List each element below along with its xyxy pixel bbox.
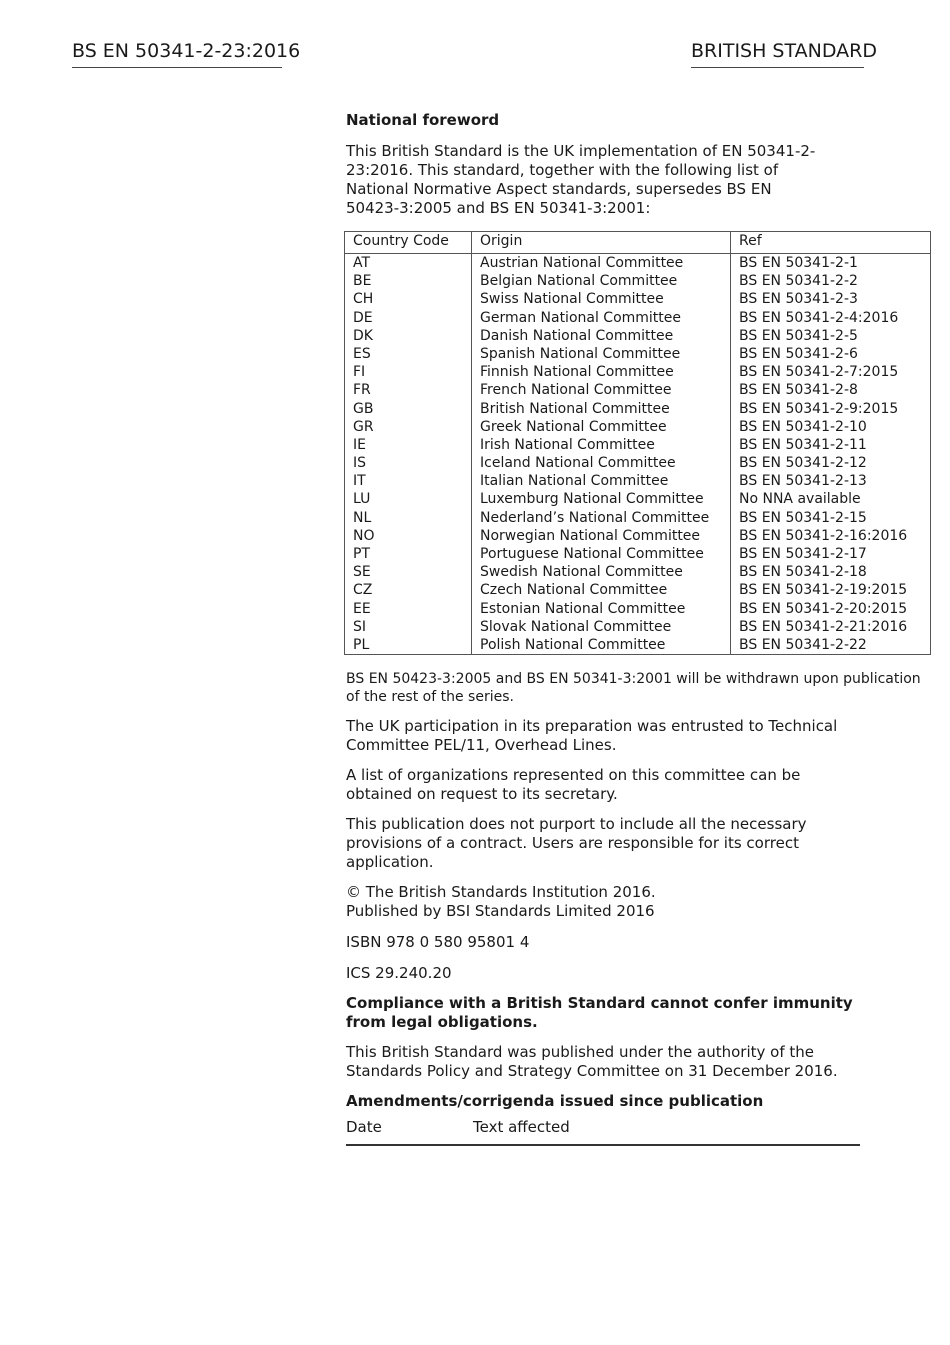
cell-origin: Greek National Committee (472, 418, 731, 436)
cell-ref: BS EN 50341-2-3 (731, 290, 931, 308)
cell-origin: Norwegian National Committee (472, 527, 731, 545)
cell-country-code: PL (345, 636, 472, 655)
amendments-header-row (346, 1118, 860, 1146)
copyright-line-1: © The British Standards Institution 2016. (346, 883, 656, 902)
amendments-date-label: Date (346, 1118, 382, 1137)
cell-country-code: IE (345, 436, 472, 454)
cell-origin: Polish National Committee (472, 636, 731, 655)
cell-origin: Spanish National Committee (472, 345, 731, 363)
cell-country-code: FR (345, 381, 472, 399)
cell-country-code: FI (345, 363, 472, 381)
cell-ref: BS EN 50341-2-15 (731, 509, 931, 527)
table-header-row (345, 232, 931, 254)
cell-country-code: SI (345, 618, 472, 636)
cell-ref: BS EN 50341-2-22 (731, 636, 931, 655)
header-label: BRITISH STANDARD (691, 38, 864, 68)
cell-country-code: EE (345, 600, 472, 618)
table-row (345, 454, 931, 472)
cell-country-code: IS (345, 454, 472, 472)
foreword-title: National foreword (346, 111, 500, 129)
table-row (345, 563, 931, 581)
col-header-origin: Origin (472, 232, 731, 254)
cell-origin: Austrian National Committee (472, 254, 731, 273)
cell-origin: Iceland National Committee (472, 454, 731, 472)
cell-origin: Luxemburg National Committee (472, 490, 731, 508)
cell-country-code: ES (345, 345, 472, 363)
cell-origin: Czech National Committee (472, 581, 731, 599)
cell-origin: Irish National Committee (472, 436, 731, 454)
col-header-ref: Ref (731, 232, 931, 254)
cell-origin: Danish National Committee (472, 327, 731, 345)
cell-country-code: CZ (345, 581, 472, 599)
cell-origin: Estonian National Committee (472, 600, 731, 618)
cell-ref: BS EN 50341-2-21:2016 (731, 618, 931, 636)
table-row (345, 254, 931, 273)
cell-country-code: AT (345, 254, 472, 273)
cell-origin: German National Committee (472, 309, 731, 327)
cell-origin: Portuguese National Committee (472, 545, 731, 563)
table-row (345, 290, 931, 308)
table-row (345, 400, 931, 418)
foreword-intro: This British Standard is the UK implementation of EN 50341-2-23:2016. This standard, together with the following list of National Normative Aspect standards, supersedes BS EN 50423-3:2005 and BS EN 50341-3:2001: (346, 142, 816, 217)
foreword-column (346, 111, 936, 1146)
table-row (345, 581, 931, 599)
cell-ref: BS EN 50341-2-1 (731, 254, 931, 273)
cell-origin: Finnish National Committee (472, 363, 731, 381)
table-row (345, 472, 931, 490)
cell-origin: Swedish National Committee (472, 563, 731, 581)
cell-origin: French National Committee (472, 381, 731, 399)
table-row (345, 490, 931, 508)
amendments-title: Amendments/corrigenda issued since publication (346, 1092, 764, 1111)
table-row (345, 527, 931, 545)
table-row (345, 418, 931, 436)
table-row (345, 509, 931, 527)
table-row (345, 345, 931, 363)
cell-country-code: NO (345, 527, 472, 545)
cell-ref: BS EN 50341-2-9:2015 (731, 400, 931, 418)
col-header-country: Country Code (345, 232, 472, 254)
isbn: ISBN 978 0 580 95801 4 (346, 933, 530, 952)
cell-country-code: LU (345, 490, 472, 508)
cell-ref: BS EN 50341-2-20:2015 (731, 600, 931, 618)
cell-ref: BS EN 50341-2-17 (731, 545, 931, 563)
withdrawal-note: BS EN 50423-3:2005 and BS EN 50341-3:2001 will be withdrawn upon publication of the rest of the series. (346, 671, 921, 706)
cell-ref: BS EN 50341-2-12 (731, 454, 931, 472)
cell-ref: BS EN 50341-2-19:2015 (731, 581, 931, 599)
cell-origin: Belgian National Committee (472, 272, 731, 290)
table-row (345, 327, 931, 345)
cell-origin: British National Committee (472, 400, 731, 418)
cell-origin: Italian National Committee (472, 472, 731, 490)
amendments-text-label: Text affected (473, 1118, 570, 1137)
table-row (345, 272, 931, 290)
cell-country-code: GR (345, 418, 472, 436)
cell-origin: Slovak National Committee (472, 618, 731, 636)
cell-country-code: SE (345, 563, 472, 581)
cell-country-code: GB (345, 400, 472, 418)
ics: ICS 29.240.20 (346, 964, 452, 983)
cell-ref: BS EN 50341-2-2 (731, 272, 931, 290)
participation-text: The UK participation in its preparation was entrusted to Technical Committee PEL/11, Overhead Lines. (346, 717, 838, 755)
cell-country-code: IT (345, 472, 472, 490)
table-body (345, 254, 931, 655)
table-row (345, 381, 931, 399)
compliance-statement: Compliance with a British Standard cannot confer immunity from legal obligations. (346, 994, 853, 1032)
table-row (345, 436, 931, 454)
table-row (345, 618, 931, 636)
cell-origin: Swiss National Committee (472, 290, 731, 308)
organizations-text: A list of organizations represented on this committee can be obtained on request to its secretary. (346, 766, 801, 804)
cell-ref: BS EN 50341-2-11 (731, 436, 931, 454)
cell-country-code: DE (345, 309, 472, 327)
cell-country-code: DK (345, 327, 472, 345)
cell-country-code: BE (345, 272, 472, 290)
table-row (345, 545, 931, 563)
cell-ref: BS EN 50341-2-8 (731, 381, 931, 399)
copyright-line-2: Published by BSI Standards Limited 2016 (346, 902, 655, 921)
cell-country-code: PT (345, 545, 472, 563)
nna-table (344, 231, 931, 655)
table-row (345, 309, 931, 327)
cell-ref: BS EN 50341-2-4:2016 (731, 309, 931, 327)
table-row (345, 600, 931, 618)
cell-ref: BS EN 50341-2-18 (731, 563, 931, 581)
contract-text: This publication does not purport to include all the necessary provisions of a contract. Users are responsible for its correct application. (346, 815, 807, 872)
cell-ref: BS EN 50341-2-6 (731, 345, 931, 363)
cell-ref: No NNA available (731, 490, 931, 508)
cell-ref: BS EN 50341-2-5 (731, 327, 931, 345)
cell-ref: BS EN 50341-2-10 (731, 418, 931, 436)
cell-origin: Nederland’s National Committee (472, 509, 731, 527)
cell-country-code: CH (345, 290, 472, 308)
cell-ref: BS EN 50341-2-16:2016 (731, 527, 931, 545)
cell-ref: BS EN 50341-2-13 (731, 472, 931, 490)
cell-ref: BS EN 50341-2-7:2015 (731, 363, 931, 381)
cell-country-code: NL (345, 509, 472, 527)
authority-text: This British Standard was published under the authority of the Standards Policy and Strategy Committee on 31 December 2016. (346, 1043, 838, 1081)
header-doc-id: BS EN 50341-2-23:2016 (72, 38, 282, 68)
table-row (345, 363, 931, 381)
table-row (345, 636, 931, 655)
